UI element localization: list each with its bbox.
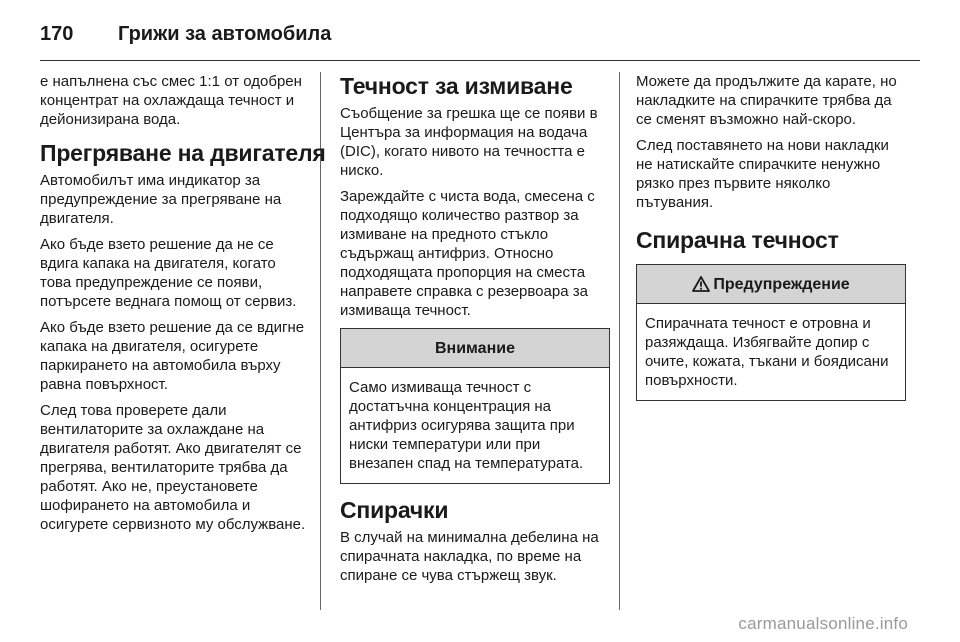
paragraph: Можете да продължите да карате, но накладките на спирачките трябва да се сменят възможно най-скоро. <box>636 73 897 128</box>
warning-title: Предупреждение <box>713 275 850 293</box>
paragraph: Ако бъде взето решение да се вдигне капака на двигателя, осигурете паркирането на автомобила върху равна повърхност. <box>40 319 305 393</box>
column-divider <box>619 72 620 610</box>
warning-text: Спирачната течност е отровна и разяждаща. Избягвайте допир с очите, кожата, тъкани и боядисани повърхности. <box>645 315 889 389</box>
column-left <box>40 72 326 541</box>
paragraph: След поставянето на нови накладки не натискайте спирачките ненужно рязко през първите няколко пътувания. <box>636 137 889 211</box>
watermark: carmanualsonline.info <box>738 614 908 633</box>
paragraph: След това проверете дали вентилаторите за охлаждане на двигателя работят. Ако двигателят се прегрява, вентилаторите трябва да работят. Ако не, преустановете шофирането на автомобила и осигурете сервизното му обслужване. <box>40 402 306 533</box>
warning-triangle-icon <box>692 276 710 292</box>
section-heading-brakes: Спирачки <box>340 497 449 523</box>
section-heading-washer-fluid: Течност за измиване <box>340 73 573 99</box>
page-header <box>40 14 331 54</box>
chapter-title: Грижи за автомобила <box>118 22 332 45</box>
section-heading-overheating: Прегряване на двигателя <box>40 140 326 166</box>
paragraph: В случай на минимална дебелина на спирачната накладка, по време на спиране се чува стържещ звук. <box>340 529 599 584</box>
page-number: 170 <box>40 22 74 45</box>
column-right <box>636 72 906 413</box>
warning-header <box>637 265 905 304</box>
caution-title: Внимание <box>341 329 609 368</box>
paragraph: е напълнена със смес 1:1 от одобрен концентрат на охлаждаща течност и дейонизирана вода. <box>40 73 302 128</box>
warning-box <box>636 264 906 401</box>
caution-box <box>340 328 610 484</box>
caution-text: Само измиваща течност с достатъчна концентрация на антифриз осигурява защита при ниски температури или при внезапен спад на температурата. <box>349 379 584 472</box>
header-rule <box>40 60 920 61</box>
section-heading-brake-fluid: Спирачна течност <box>636 227 839 253</box>
column-middle <box>340 72 610 592</box>
paragraph: Зареждайте с чиста вода, смесена с подходящо количество разтвор за измиване на предното стъкло съдържащ антифриз. Относно подходящата пропорция на сместа направете справка с резервоара за измиваща течност. <box>340 188 595 319</box>
paragraph: Автомобилът има индикатор за предупреждение за прегряване на двигателя. <box>40 172 282 227</box>
paragraph: Съобщение за грешка ще се появи в Центъра за информация на водача (DIC), когато нивото на течността е ниско. <box>340 105 598 179</box>
paragraph: Ако бъде взето решение да не се вдига капака на двигателя, когато това предупреждение се появи, потърсете веднага помощ от сервиз. <box>40 236 297 310</box>
